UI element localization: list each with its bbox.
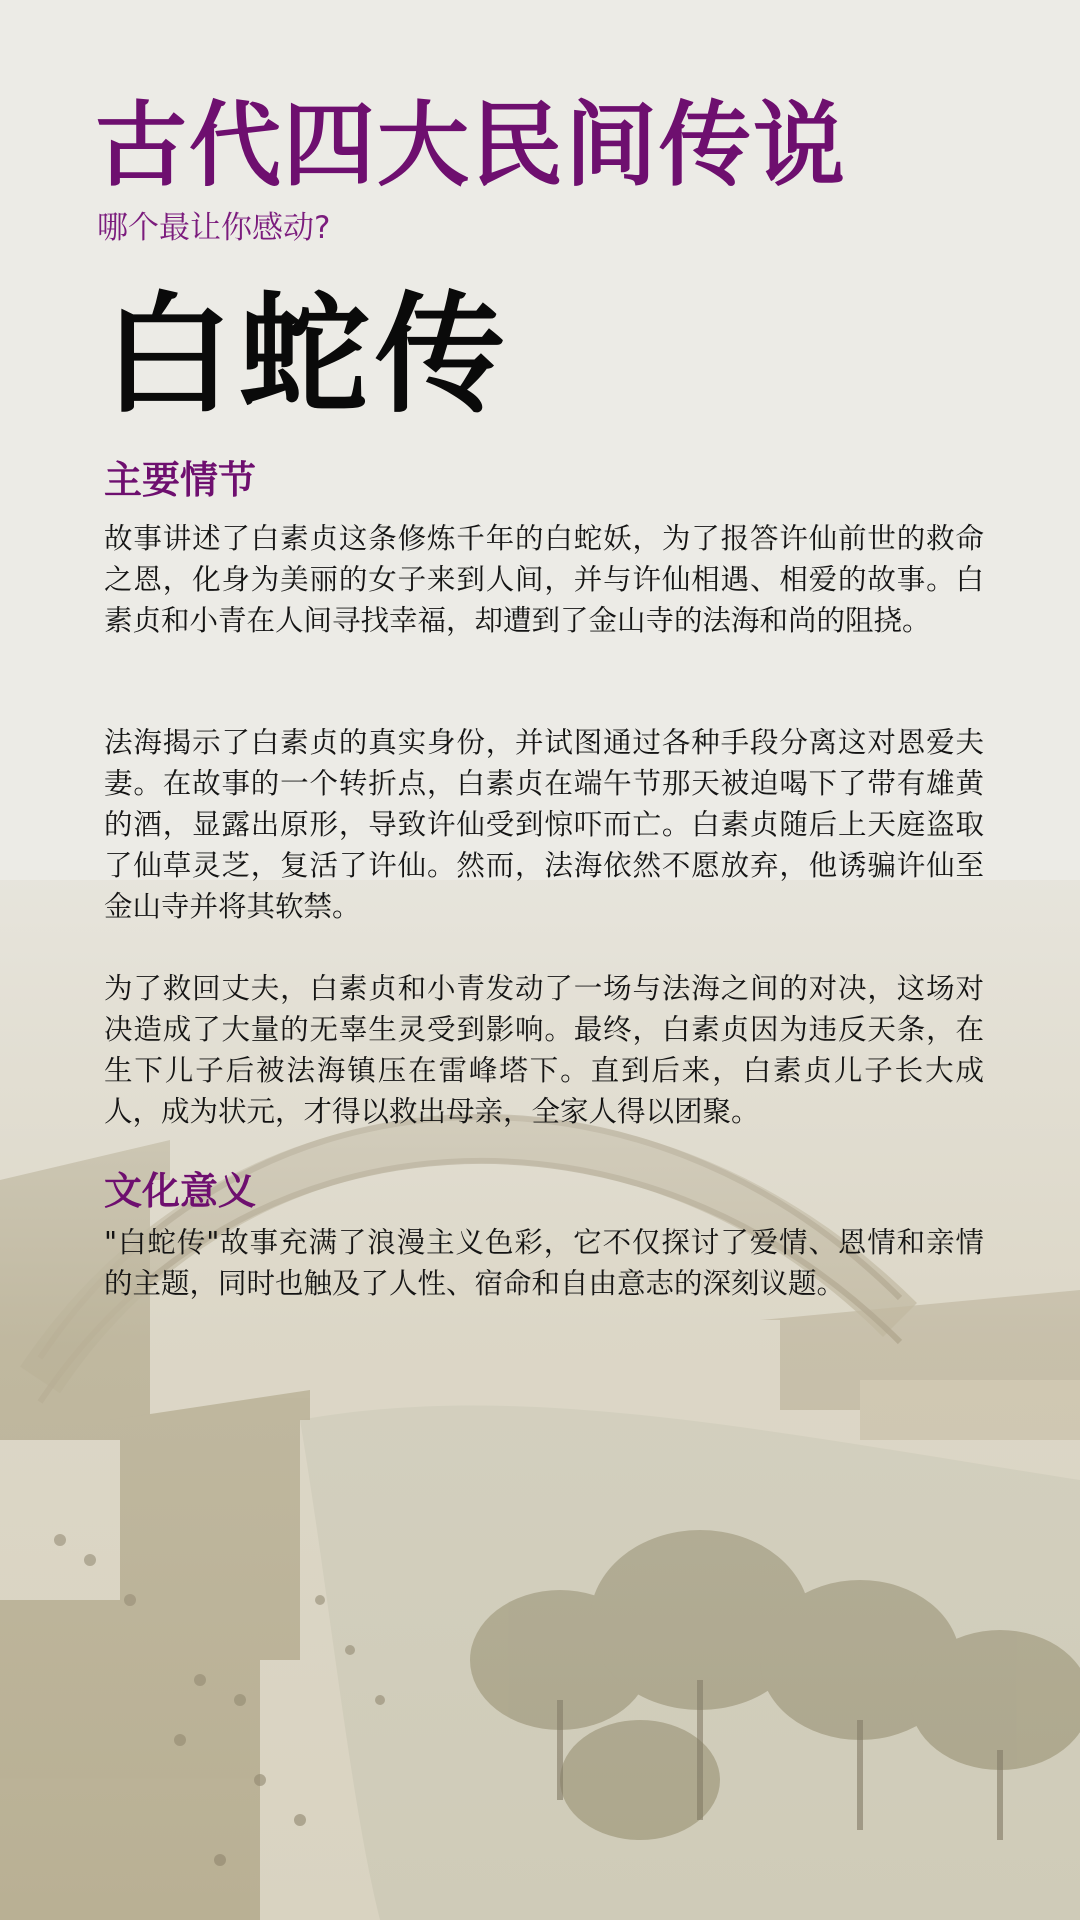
plot-paragraph-1: 故事讲述了白素贞这条修炼千年的白蛇妖，为了报答许仙前世的救命之恩，化身为美丽的女子来到人间，并与许仙相遇、相爱的故事。白素贞和小青在人间寻找幸福，却遭到了金山寺的法海和尚的阻挠。 [104,522,984,637]
plot-paragraph-3: 为了救回丈夫，白素贞和小青发动了一场与法海之间的对决，这场对决造成了大量的无辜生灵受到影响。最终，白素贞因为违反天条，在生下儿子后被法海镇压在雷峰塔下。直到后来，白素贞儿子长大成人，成为状元，才得以救出母亲，全家人得以团聚。 [104,972,984,1128]
page-title: 古代四大民间传说 [95,92,848,199]
page-subtitle: 哪个最让你感动? [97,210,331,246]
culture-paragraph: "白蛇传"故事充满了浪漫主义色彩，它不仅探讨了爱情、恩情和亲情的主题，同时也触及了人性、宿命和自由意志的深刻议题。 [104,1226,984,1300]
story-title: 白蛇传 [103,279,512,431]
plot-heading: 主要情节 [104,458,257,502]
plot-paragraph-2: 法海揭示了白素贞的真实身份，并试图通过各种手段分离这对恩爱夫妻。在故事的一个转折点，白素贞在端午节那天被迫喝下了带有雄黄的酒，显露出原形，导致许仙受到惊吓而亡。白素贞随后上天庭盗取了仙草灵芝，复活了许仙。然而，法海依然不愿放弃，他诱骗许仙至金山寺并将其软禁。 [104,726,984,923]
culture-heading: 文化意义 [104,1169,257,1213]
